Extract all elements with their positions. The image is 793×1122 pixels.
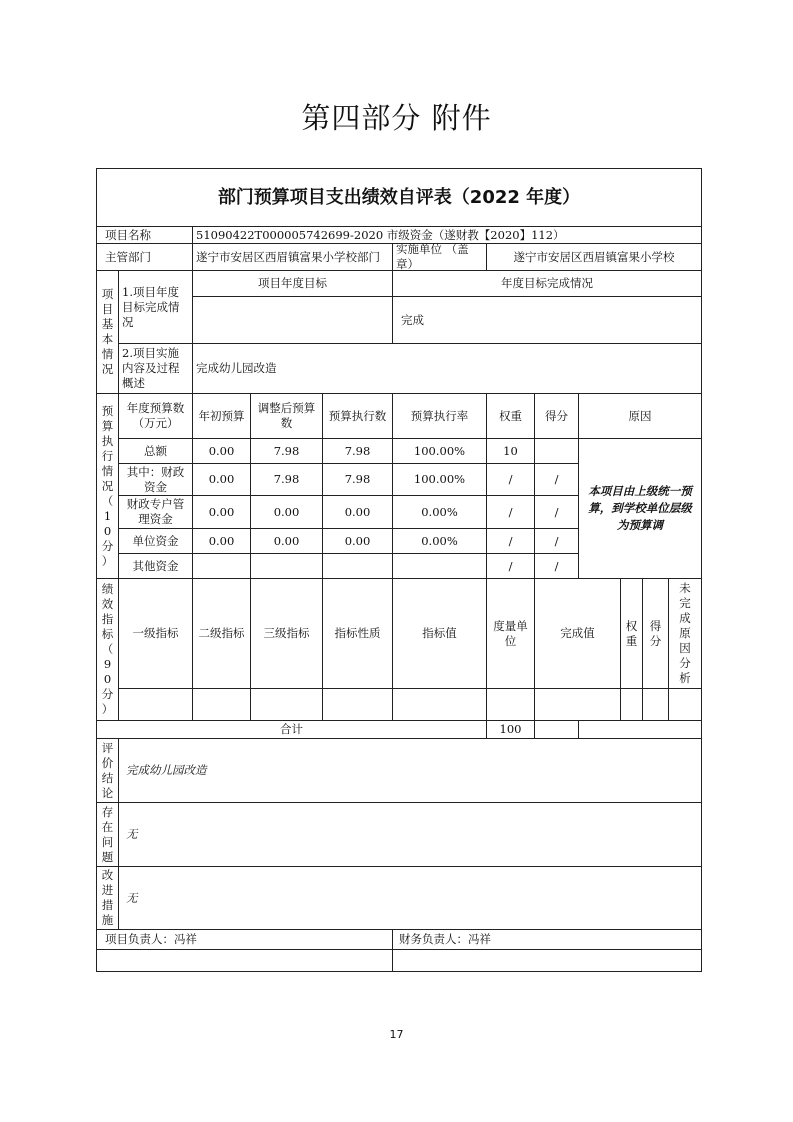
table-title: 部门预算项目支出绩效自评表（2022 年度） xyxy=(96,168,702,227)
budget-row-executed: 7.98 xyxy=(322,463,393,496)
budget-row-score: / xyxy=(534,463,579,496)
budget-row-executed: 0.00 xyxy=(322,495,393,529)
budget-reason: 本项目由上级统一预算，到学校单位层级为预算调 xyxy=(578,438,702,579)
budget-row-weight: / xyxy=(486,553,535,579)
content-value: 完成幼儿园改造 xyxy=(192,343,702,394)
impl-unit-label: 实施单位 （盖章） xyxy=(392,243,487,271)
signature-blank-right xyxy=(392,949,702,972)
problems-value: 无 xyxy=(118,802,702,867)
annual-goal-value xyxy=(192,296,393,344)
budget-row-executed xyxy=(322,553,393,579)
signature-blank-left xyxy=(96,949,393,972)
budget-header-weight: 权重 xyxy=(486,393,535,439)
evaluation-label: 评 价 结 论 xyxy=(96,738,119,803)
budget-header-rate: 预算执行率 xyxy=(392,393,487,439)
page-number: 17 xyxy=(389,1028,404,1041)
budget-row-score: / xyxy=(534,528,579,554)
total-reason-cell xyxy=(578,720,702,739)
budget-row-initial xyxy=(192,553,251,579)
total-score-cell xyxy=(534,720,579,739)
content-label: 2.项目实施内容及过程概述 xyxy=(118,343,193,394)
budget-header-score: 得分 xyxy=(534,393,579,439)
budget-row-label: 单位资金 xyxy=(118,528,193,554)
budget-row-initial: 0.00 xyxy=(192,463,251,496)
budget-row-executed: 7.98 xyxy=(322,438,393,464)
budget-row-initial: 0.00 xyxy=(192,495,251,529)
perf-header-score: 得 分 xyxy=(642,578,669,689)
perf-header-completed: 完成值 xyxy=(534,578,621,689)
perf-empty-cell xyxy=(668,688,702,721)
perf-empty-cell xyxy=(620,688,643,721)
budget-label: 预 算 执 行 情 况 （ 1 0 分 ） xyxy=(96,393,119,579)
budget-row-adjusted: 7.98 xyxy=(250,463,323,496)
total-value: 100 xyxy=(486,720,535,739)
budget-row-label: 其他资金 xyxy=(118,553,193,579)
goal-completion-header: 年度目标完成情况 xyxy=(392,270,702,297)
perf-empty-cell xyxy=(534,688,621,721)
perf-header-level3: 三级指标 xyxy=(250,578,323,689)
budget-row-adjusted: 7.98 xyxy=(250,438,323,464)
budget-row-label: 财政专户管理资金 xyxy=(118,495,193,529)
budget-header-reason: 原因 xyxy=(578,393,702,439)
evaluation-value: 完成幼儿园改造 xyxy=(118,738,702,803)
budget-row-score: / xyxy=(534,553,579,579)
budget-row-rate: 100.00% xyxy=(392,438,487,464)
improvement-value: 无 xyxy=(118,866,702,930)
impl-unit-value: 遂宁市安居区西眉镇富果小学校 xyxy=(486,243,702,271)
perf-empty-cell xyxy=(642,688,669,721)
budget-row-rate xyxy=(392,553,487,579)
budget-row-weight: / xyxy=(486,528,535,554)
budget-header-adjusted: 调整后预算数 xyxy=(250,393,323,439)
budget-row-score: / xyxy=(534,495,579,529)
perf-header-level2: 二级指标 xyxy=(192,578,251,689)
perf-label: 绩 效 指 标 （ 9 0 分 ） xyxy=(96,578,119,721)
finance-lead: 财务负责人：冯祥 xyxy=(392,929,702,950)
dept-value: 遂宁市安居区西眉镇富果小学校部门 xyxy=(192,243,393,271)
problems-label: 存 在 问 题 xyxy=(96,802,119,867)
perf-header-reason: 未 完 成 原 因 分 析 xyxy=(668,578,702,689)
budget-row-weight: / xyxy=(486,463,535,496)
improvement-label: 改 进 措 施 xyxy=(96,866,119,930)
perf-header-level1: 一级指标 xyxy=(118,578,193,689)
dept-label: 主管部门 xyxy=(96,243,193,271)
page-title: 第四部分 附件 xyxy=(301,101,492,135)
annual-goal-header: 项目年度目标 xyxy=(192,270,393,297)
budget-row-rate: 100.00% xyxy=(392,463,487,496)
budget-row-label: 其中：财政资金 xyxy=(118,463,193,496)
budget-header-executed: 预算执行数 xyxy=(322,393,393,439)
total-label: 合计 xyxy=(96,720,487,739)
budget-header-initial: 年初预算 xyxy=(192,393,251,439)
perf-header-nature: 指标性质 xyxy=(322,578,393,689)
project-lead: 项目负责人：冯祥 xyxy=(96,929,393,950)
budget-row-weight: 10 xyxy=(486,438,535,464)
budget-row-adjusted xyxy=(250,553,323,579)
perf-header-unit: 度量单位 xyxy=(486,578,535,689)
goal-label: 1.项目年度目标完成情况 xyxy=(118,270,193,344)
project-name-value: 51090422T000005742699-2020 市级资金（遂财教【2020】112） xyxy=(192,226,702,244)
perf-empty-cell xyxy=(192,688,251,721)
perf-empty-cell xyxy=(322,688,393,721)
budget-row-weight: / xyxy=(486,495,535,529)
project-name-label: 项目名称 xyxy=(96,226,193,244)
perf-empty-cell xyxy=(486,688,535,721)
budget-row-initial: 0.00 xyxy=(192,528,251,554)
goal-completion-value: 完成 xyxy=(392,296,702,344)
perf-empty-cell xyxy=(250,688,323,721)
budget-row-initial: 0.00 xyxy=(192,438,251,464)
budget-row-executed: 0.00 xyxy=(322,528,393,554)
perf-header-value: 指标值 xyxy=(392,578,487,689)
budget-row-rate: 0.00% xyxy=(392,528,487,554)
perf-header-weight: 权 重 xyxy=(620,578,643,689)
budget-row-label: 总额 xyxy=(118,438,193,464)
perf-empty-cell xyxy=(118,688,193,721)
budget-row-adjusted: 0.00 xyxy=(250,495,323,529)
perf-empty-cell xyxy=(392,688,487,721)
budget-row-rate: 0.00% xyxy=(392,495,487,529)
budget-row-adjusted: 0.00 xyxy=(250,528,323,554)
budget-header-funds: 年度预算数（万元） xyxy=(118,393,193,439)
budget-row-score xyxy=(534,438,579,464)
basic-info-label: 项 目 基 本 情 况 xyxy=(96,270,119,394)
